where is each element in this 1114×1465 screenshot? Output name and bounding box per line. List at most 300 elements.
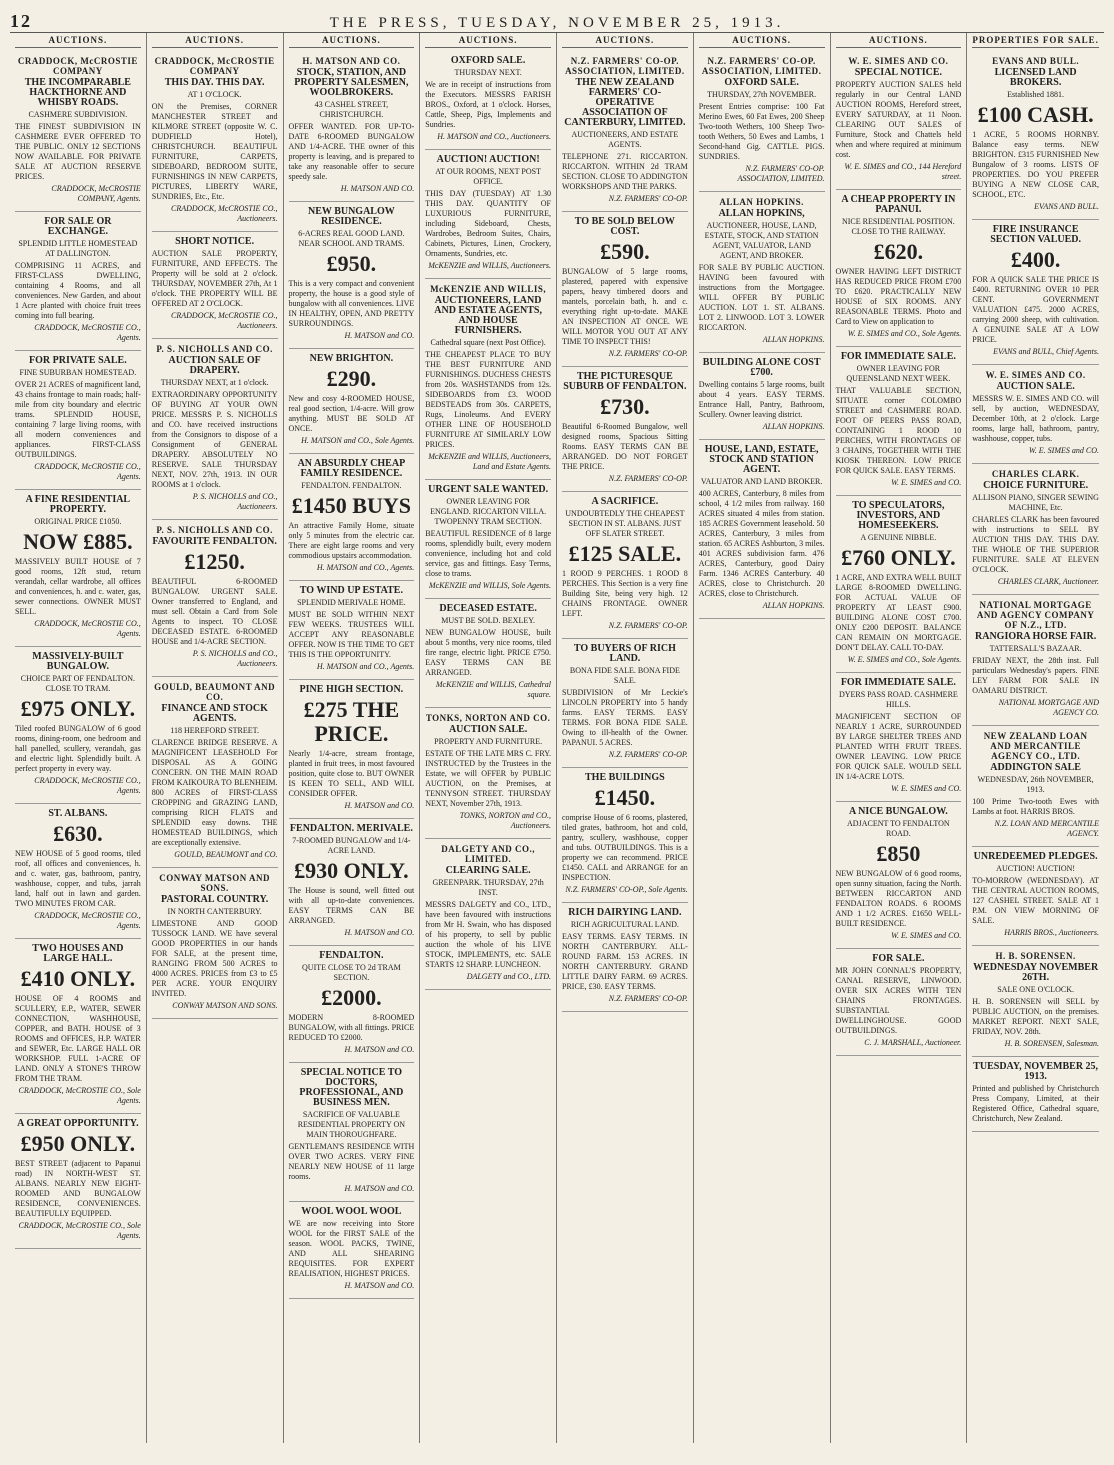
ad-body: 1 ACRE, AND EXTRA WELL BUILT LARGE 8-ROOMED DWELLING. FOR ACTUAL VALUE OF PROPERTY AT LEAST £900. BUILDING ALONE COST £700. ONLY £200 DEPOSIT. BALANCE CAN REMAIN ON MORTGAGE. DON'T DELAY. CALL TO-DAY.	[835, 573, 962, 652]
ad-subheading: THURSDAY NEXT, at 1 o'clock.	[160, 378, 269, 387]
advertisement	[152, 677, 278, 868]
ad-subheading: OWNER LEAVING FOR ENGLAND. RICCARTON VILLA. TWOPENNY TRAM SECTION.	[430, 497, 547, 526]
ad-subheading: SALE ONE O'CLOCK.	[997, 985, 1075, 994]
ad-agent: McKENZIE and WILLIS, Cathedral square.	[435, 680, 551, 699]
ad-body: COMPRISING 11 ACRES, and FIRST-CLASS DWELLING, containing 4 Rooms, and all conveniences. New Garden, and about 1 Acre planted with choice fruit trees coming into full bearing.	[15, 261, 141, 320]
ad-body: Printed and published by Christchurch Press Company, Limited, at their Registered Office, Cathedral square, Christchurch, New Zealand.	[972, 1084, 1099, 1123]
advertisement	[15, 647, 141, 804]
ad-price: £930 ONLY.	[294, 858, 409, 883]
advertiser-name: W. E. SIMES AND CO.	[985, 370, 1086, 380]
ad-headline: AUCTION SALE.	[996, 381, 1075, 392]
masthead	[10, 6, 1104, 33]
ad-body: FRIDAY NEXT, the 28th inst. Full particulars Wednesday's papers. FINE LEY FARM FOR SALE IN OAMARU DISTRICT.	[972, 656, 1099, 695]
ad-headline: TO SPECULATORS, INVESTORS, AND HOMESEEKERS.	[852, 500, 945, 531]
advertisement	[289, 946, 415, 1063]
ad-headline: FIRE INSURANCE SECTION VALUED.	[990, 224, 1082, 245]
ad-headline: TUESDAY, NOVEMBER 25, 1913.	[973, 1061, 1099, 1082]
ad-body: ESTATE OF THE LATE MRS C. FRY. INSTRUCTED by the Trustees in the Estate, we will OFFER by PUBLIC AUCTION, on the Premises, at TENNYSON STREET. THURSDAY NEXT, November 27th, 1913.	[425, 749, 552, 808]
ad-headline: THE PICTURESQUE SUBURB OF FENDALTON.	[563, 371, 687, 392]
ad-price: £590.	[600, 239, 650, 264]
ad-headline: A SACRIFICE.	[591, 496, 659, 507]
ad-agent: CRADDOCK, McCROSTIE CO., Agents.	[34, 323, 141, 342]
ad-body: OWNER HAVING LEFT DISTRICT HAS REDUCED PRICE FROM £700 TO £620. PRACTICALLY NEW HOUSE of SIX ROOMS. ANY REASONABLE TERMS. Photo and Card to View on application to	[835, 267, 962, 326]
ad-price: £975 ONLY.	[20, 696, 136, 721]
column-5	[557, 33, 694, 1443]
ad-body: BEAUTIFUL RESIDENCE of 8 large rooms, splendidly built, every modern convenience, including hot and cold service, gas and fittings. Easy Terms, close to trams.	[425, 529, 551, 578]
ad-agent: N.Z. FARMERS' CO-OP., Sole Agents.	[565, 885, 688, 894]
ad-headline: HOUSE, LAND, ESTATE, STOCK AND STATION AGENT.	[704, 444, 819, 475]
ad-agent: CRADDOCK, McCROSTIE CO., Auctioneers.	[171, 204, 278, 223]
ad-subheading: 6-ACRES REAL GOOD LAND. NEAR SCHOOL AND TRAMS.	[298, 229, 405, 248]
masthead-title: THE PRESS, TUESDAY, NOVEMBER 25, 1913.	[329, 15, 785, 31]
ad-agent: N.Z. FARMERS' CO-OP.	[608, 349, 688, 358]
ad-headline: AUCTION! AUCTION!	[436, 154, 540, 165]
advertisement	[425, 839, 551, 990]
ad-body: Tiled roofed BUNGALOW of 6 good rooms, dining-room, one bedroom and hall panelled, scullery, verandah, gas and electric light. Splendidly built. A perfect property in every way.	[15, 724, 141, 773]
advertiser-name: ALLAN HOPKINS.	[719, 197, 804, 207]
ad-agent: C. J. MARSHALL, Auctioneer.	[864, 1038, 962, 1047]
advertisement	[15, 804, 141, 939]
ad-subheading: VALUATOR AND LAND BROKER.	[700, 477, 823, 486]
advertiser-name: CRADDOCK, McCROSTIE COMPANY	[17, 56, 138, 76]
advertisement	[836, 51, 962, 190]
ad-subheading: CASHMERE SUBDIVISION.	[28, 110, 128, 119]
ad-headline: FAVOURITE FENDALTON.	[152, 536, 277, 547]
ad-agent: P. S. NICHOLLS and CO., Auctioneers.	[192, 492, 278, 511]
ad-price: NOW £885.	[23, 529, 133, 554]
ad-headline: FENDALTON.	[319, 950, 384, 961]
ad-body: MESSRS DALGETY and CO., LTD., have been favoured with instructions from Mr H. Swain, who has disposed of his property, to sell by public auction the whole of his LIVE STOCK, IMPLEMENTS, etc. SALE STARTS 12 SHARP. LUNCHEON.	[425, 900, 551, 969]
ad-price: £400.	[1010, 247, 1061, 272]
ad-headline: PASTORAL COUNTRY.	[160, 894, 269, 905]
ad-body: This is a very compact and convenient property, the house is a good style of bungalow with all conveniences. LIVE IN HEALTHY, OPEN, AND PRETTY SURROUNDINGS.	[288, 279, 415, 328]
ad-agent: W. E. SIMES and CO.	[891, 931, 962, 940]
advertisement	[562, 212, 688, 367]
ad-agent: McKENZIE and WILLIS, Auctioneers, Land and Estate Agents.	[428, 452, 551, 471]
advertisement	[152, 520, 278, 677]
ad-subheading: BONA FIDE SALE. BONA FIDE SALE.	[569, 666, 680, 685]
ad-price: £1450 BUYS	[291, 493, 411, 518]
ad-subheading: ADJACENT TO FENDALTON ROAD.	[847, 819, 950, 838]
advertiser-name: W. E. SIMES AND CO.	[848, 56, 949, 66]
ad-body: MODERN 8-ROOMED BUNGALOW, with all fittings. PRICE REDUCED TO £2000.	[288, 1013, 415, 1042]
ad-body: OVER 21 ACRES of magnificent land, 43 chains frontage to main roads; half-mile from city boundary and electric trams. SPLENDID HOUSE, containing 7 large living rooms, with all modern conveniences and appliances. FIRST-CLASS OUTBUILDINGS.	[15, 380, 141, 459]
ad-body: An attractive Family Home, situate only 5 minutes from the electric car. There are eight large rooms and very commodious upstairs accommodation.	[288, 521, 415, 560]
advertisement	[562, 639, 688, 768]
column-heading: AUCTIONS.	[15, 35, 141, 48]
ad-headline: THE NEW ZEALAND FARMERS' CO-OPERATIVE ASSOCIATION OF CANTERBURY, LIMITED.	[564, 77, 686, 128]
ad-price: £290.	[326, 366, 377, 391]
ad-headline: CHOICE FURNITURE.	[983, 480, 1089, 491]
ad-headline: ALLAN HOPKINS,	[718, 208, 805, 219]
ad-body: FOR SALE BY PUBLIC AUCTION. HAVING been favoured with instructions from the Mortgagee. WILL OFFER BY PUBLIC AUCTION. LOT 1. ST. ALBANS. LOT 2. LINWOOD. LOT 3. LOWER RICCARTON.	[698, 263, 825, 332]
ad-body: GENTLEMAN'S RESIDENCE WITH OVER TWO ACRES. VERY FINE NEARLY NEW HOUSE of 11 large rooms.	[288, 1142, 415, 1181]
ad-agent: W. E. SIMES and CO., Sole Agents.	[847, 329, 962, 338]
advertisement	[289, 581, 415, 680]
ad-headline: NEW BUNGALOW RESIDENCE.	[307, 206, 395, 227]
ad-subheading: AT OUR ROOMS, NEXT POST OFFICE.	[435, 167, 541, 186]
column-heading: AUCTIONS.	[289, 35, 415, 48]
advertisement	[425, 150, 551, 279]
ad-headline: DECEASED ESTATE.	[439, 603, 537, 614]
advertisement	[972, 220, 1099, 365]
ad-agent: CONWAY MATSON AND SONS.	[172, 1001, 278, 1010]
ad-headline: AN ABSURDLY CHEAP FAMILY RESIDENCE.	[297, 458, 406, 479]
column-heading: AUCTIONS.	[152, 35, 278, 48]
column-heading: AUCTIONS.	[699, 35, 825, 48]
ad-agent: H. MATSON and CO., Auctioneers.	[437, 132, 551, 141]
advertisement	[15, 939, 141, 1114]
advertiser-name: H. MATSON AND CO.	[302, 56, 401, 66]
column-6	[694, 33, 831, 1443]
column-heading: AUCTIONS.	[836, 35, 962, 48]
ad-headline: TWO HOUSES AND LARGE HALL.	[32, 943, 124, 964]
ad-price: £950 ONLY.	[20, 1131, 136, 1156]
advertisement	[836, 190, 962, 347]
ad-subheading: GREENPARK. THURSDAY, 27th INST.	[432, 878, 544, 897]
advertiser-name: CONWAY MATSON AND SONS.	[159, 873, 270, 893]
ad-headline: CLEARING SALE.	[445, 865, 531, 876]
advertisement	[15, 490, 141, 647]
ad-subheading: A GENUINE NIBBLE.	[860, 533, 937, 542]
ad-headline: MASSIVELY-BUILT BUNGALOW.	[32, 651, 124, 672]
ad-agent: CRADDOCK, McCROSTIE CO., Sole Agents.	[18, 1221, 141, 1240]
ad-price: £630.	[53, 821, 103, 846]
advertisement	[425, 279, 551, 480]
ad-headline: AUCTIONEERS, LAND AND ESTATE AGENTS, AND HOUSE FURNISHERS.	[434, 295, 542, 336]
ad-body: MUST BE SOLD WITHIN NEXT FEW WEEKS. TRUSTEES WILL ACCEPT ANY REASONABLE OFFER. NOW IS THE TIME TO GET THIS IS THE OPPORTUNITY.	[288, 610, 415, 659]
ad-body: THE CHEAPEST PLACE TO BUY THE BEST FURNITURE AND FURNISHINGS. DUCHESS CHESTS from 20s. WASHSTANDS from 12s. SIDEBOARDS from £3. WOOD BEDSTEADS from 30s. CARPETS, Rugs, Linoleums. And EVERY OTHER LINE OF HOUSEHOLD FURNITURE AT SIMILARLY LOW PRICES.	[425, 350, 551, 449]
advertisement	[289, 349, 415, 454]
ad-agent: CRADDOCK, McCROSTIE CO., Agents.	[34, 619, 141, 638]
ad-headline: AUCTION SALE.	[448, 724, 528, 735]
ad-price: £730.	[600, 394, 650, 419]
ad-headline: A GREAT OPPORTUNITY.	[17, 1118, 139, 1129]
advertisement	[836, 949, 962, 1056]
ad-agent: W. E. SIMES and CO.	[891, 784, 962, 793]
ad-agent: CRADDOCK, McCROSTIE CO., Agents.	[34, 776, 141, 795]
ad-agent: H. MATSON and CO.	[344, 1045, 415, 1054]
ad-agent: EVANS and BULL, Chief Agents.	[993, 347, 1099, 356]
advertisement	[562, 768, 688, 903]
advertisement	[699, 440, 825, 619]
ad-headline: OXFORD SALE.	[724, 77, 799, 88]
ad-headline: WEDNESDAY NOVEMBER 26TH.	[973, 962, 1099, 983]
advertisement	[972, 1057, 1099, 1132]
ad-price: £1450.	[594, 785, 656, 810]
ad-agent: CRADDOCK, McCROSTIE CO., Agents.	[34, 462, 141, 481]
advertisement	[972, 365, 1099, 464]
ad-headline: ST. ALBANS.	[48, 808, 108, 819]
ad-headline: SHORT NOTICE.	[175, 236, 255, 247]
ad-subheading: CHOICE PART OF FENDALTON. CLOSE TO TRAM.	[20, 674, 135, 693]
ad-headline: OXFORD SALE.	[450, 55, 526, 66]
advertiser-name: N.Z. FARMERS' CO-OP. ASSOCIATION, LIMITED.	[565, 56, 685, 76]
column-2	[147, 33, 284, 1443]
ad-subheading: SACRIFICE OF VALUABLE RESIDENTIAL PROPERTY ON MAIN THOROUGHFARE.	[297, 1110, 406, 1139]
ad-headline: A FINE RESIDENTIAL PROPERTY.	[25, 494, 131, 515]
ad-agent: H. MATSON and CO.	[344, 928, 415, 937]
ad-price: £950.	[326, 251, 377, 276]
advertisement	[289, 680, 415, 819]
ad-body: LIMESTONE AND GOOD TUSSOCK LAND. WE have several GOOD PROPERTIES in our hands FOR SALE, at the present time, RANGING FROM 500 ACRES to 4000 ACRES. PRICES from £3 to £5 PER ACRE. YOUR ENQUIRY INVITED.	[151, 919, 278, 998]
ad-subheading: 7-ROOMED BUNGALOW and 1/4-ACRE LAND.	[292, 836, 411, 855]
advertiser-name: GOULD, BEAUMONT AND CO.	[154, 682, 276, 702]
ad-agent: EVANS AND BULL.	[1034, 202, 1099, 211]
advertisement	[836, 347, 962, 496]
advertisement	[972, 464, 1099, 595]
ad-headline: TO BUYERS OF RICH LAND.	[573, 643, 676, 664]
ad-price: £100 CASH.	[977, 102, 1094, 127]
ad-agent: W. E. SIMES and CO., Sole Agents.	[847, 655, 962, 664]
advertisement	[289, 1063, 415, 1202]
advertisement	[972, 595, 1099, 726]
ad-headline: LICENSED LAND BROKERS.	[994, 67, 1077, 88]
ad-agent: H. MATSON and CO.	[344, 1281, 415, 1290]
advertisement	[836, 673, 962, 802]
advertiser-name: P. S. NICHOLLS AND CO.	[156, 344, 273, 354]
ad-body: MESSRS W. E. SIMES AND CO. will sell, by auction, WEDNESDAY, December 10th, at 2 o'clock. Large rooms, large hall, bathroom, pantry, washhouse, copper, tubs.	[972, 394, 1099, 443]
ad-headline: A CHEAP PROPERTY IN PAPANUI.	[841, 194, 956, 215]
ad-subheading: OWNER LEAVING FOR QUEENSLAND NEXT WEEK.	[846, 364, 951, 383]
ad-body: TELEPHONE 271. RICCARTON. RICCARTON. WITHIN 2d TRAM SECTION. CLOSE TO ADDINGTON WORKSHOPS AND THE PARKS.	[562, 152, 688, 191]
advertisement	[289, 454, 415, 581]
ad-headline: SPECIAL NOTICE.	[854, 67, 942, 78]
columns	[10, 33, 1104, 1443]
ad-price: £2000.	[321, 985, 382, 1010]
ad-body: 100 Prime Two-tooth Ewes with Lambs at foot. HARRIS BROS.	[972, 797, 1099, 816]
ad-subheading: SPLENDID MERIVALE HOME.	[297, 598, 406, 607]
ad-subheading: Cathedral square (next Post Office).	[430, 338, 546, 347]
ad-body: AUCTION SALE PROPERTY, FURNITURE, AND EFFECTS. The Property will be sold at 2 o'clock. THURSDAY, NOVEMBER 27th, At 1 o'clock. THE PROPERTY WILL BE OFFERED AT 2 O'CLOCK.	[151, 249, 278, 308]
ad-agent: ALLAN HOPKINS.	[762, 422, 825, 431]
advertiser-name: CRADDOCK, McCROSTIE COMPANY	[154, 56, 275, 76]
advertisement	[289, 1202, 415, 1299]
ad-headline: BUILDING ALONE COST £700.	[702, 357, 821, 378]
ad-body: EASY TERMS. EASY TERMS. IN NORTH CANTERBURY. ALL-ROUND FARM. 153 ACRES. IN NORTH CANTERBURY. GRAND LITTLE DAIRY FARM. 69 ACRES. PRICE, £30. EASY TERMS.	[562, 932, 688, 991]
advertisement	[152, 868, 278, 1019]
ad-subheading: SPLENDID LITTLE HOMESTEAD AT DALLINGTON.	[18, 239, 138, 258]
advertisement	[152, 51, 278, 232]
advertiser-name: P. S. NICHOLLS AND CO.	[156, 525, 273, 535]
ad-body: We are in receipt of instructions from the Executors. MESSRS FARISH BROS., Oxford, at 1 o'clock. Horses, Cattle, Sheep, Pigs, Implements and Sundries.	[425, 80, 551, 129]
ad-agent: N.Z. FARMERS' CO-OP.	[608, 194, 688, 203]
ad-agent: NATIONAL MORTGAGE AND AGENCY CO.	[998, 698, 1099, 717]
ad-body: NEW HOUSE of 5 good rooms, tiled roof, all offices and conveniences, h. and c. water, gas, bathroom, pantry, washhouse, copper, and tubs, jarrah land, half out in lawn and garden. TWO MINUTES FROM CAR.	[15, 849, 141, 908]
ad-body: MR JOHN CONNAL'S PROPERTY, CANAL RESERVE, LINWOOD. OVER SIX ACRES WITH TEN CHAINS FRONTAGES. SUBSTANTIAL DWELLINGHOUSE. GOOD OUTBUILDINGS.	[835, 966, 962, 1035]
ad-body: BUNGALOW of 5 large rooms, plastered, papered with expensive papers, heavy timbered doors and mantels, porcelain bath, h. and c. everything right up-to-date. MAKE AN INSPECTION AT ONCE. WE WILL MOTOR YOU OUT AT ANY TIME TO INSPECT THIS!	[562, 267, 688, 346]
ad-body: CLARENCE BRIDGE RESERVE. A MAGNIFICENT LEASEHOLD For DISPOSAL AS A GOING CONCERN. ON THE MAIN ROAD FROM KAIKOURA TO BLENHEIM. 800 ACRES of FIRST-CLASS CROPPING and GRAZING LAND, comprising RICH FLATS and SPLENDID easy downs. THE HOMESTEAD BUILDINGS, which are exceptionally extensive.	[151, 738, 278, 847]
advertisement	[425, 708, 551, 839]
ad-subheading: UNDOUBTEDLY THE CHEAPEST SECTION IN ST. ALBANS. JUST OFF SLATER STREET.	[565, 509, 685, 538]
advertisement	[425, 51, 551, 150]
ad-subheading: RICH AGRICULTURAL LAND.	[570, 920, 679, 929]
ad-agent: CRADDOCK, McCROSTIE CO., Auctioneers.	[171, 311, 278, 330]
advertisement	[699, 353, 825, 440]
ad-agent: H. B. SORENSEN, Salesman.	[1004, 1039, 1099, 1048]
ad-agent: CHARLES CLARK, Auctioneer.	[997, 577, 1099, 586]
ad-headline: AUCTION SALE OF DRAPERY.	[168, 355, 261, 376]
ad-body: MAGNIFICENT SECTION OF NEARLY 1 ACRE, SURROUNDED BY LARGE SHELTER TREES AND PLANTED WITH FRUIT TREES. OWNER LEAVING. LOW PRICE FOR QUICK SALE. WOULD SELL IN 1/4-ACRE LOTS.	[835, 712, 962, 781]
ad-price: £410 ONLY.	[20, 966, 136, 991]
ad-agent: CRADDOCK, McCROSTIE CO., Sole Agents.	[18, 1086, 141, 1105]
ad-agent: H. MATSON and CO.	[344, 331, 415, 340]
column-1	[10, 33, 147, 1443]
ad-body: The House is sound, well fitted out with all up-to-date conveniences. EASY TERMS CAN BE ARRANGED.	[288, 886, 415, 925]
advertiser-name: NATIONAL MORTGAGE AND AGENCY COMPANY OF N.Z., LTD.	[976, 600, 1095, 630]
advertisement	[972, 847, 1099, 946]
ad-subheading: ALLISON PIANO, SINGER SEWING MACHINE, Etc.	[972, 493, 1099, 512]
ad-body: HOUSE OF 4 ROOMS and SCULLERY, E.P., WATER, SEWER CONNECTION, WASHHOUSE, COPPER, and BATH. HOUSE of 3 ROOMS and OFFICES, H.P. WATER and SEWER, Etc. LARGE HALL OR WORKSHOP. FULL 1-ACRE OF LAND. ONLY A STONE'S THROW FROM THE TRAM.	[15, 994, 141, 1083]
ad-subheading: QUITE CLOSE TO 2d TRAM SECTION.	[302, 963, 401, 982]
ad-headline: RICH DAIRYING LAND.	[568, 907, 682, 918]
ad-body: EXTRAORDINARY OPPORTUNITY OF BUYING AT YOUR OWN PRICE. MESSRS P. S. NICHOLLS and CO. have received instructions from the Consignors to dispose of a Consignment of GENERAL DRAPERY. ABSOLUTELY NO RESERVE. SALE THURSDAY NEXT, NOV. 27th, 1913. IN OUR ROOMS at 1 o'clock.	[151, 390, 278, 489]
ad-agent: H. MATSON and CO., Agents.	[316, 662, 415, 671]
advertisement	[562, 51, 688, 212]
advertisement	[152, 232, 278, 339]
advertisement	[699, 192, 825, 353]
advertisement	[289, 51, 415, 202]
ad-headline: PINE HIGH SECTION.	[299, 684, 404, 695]
column-8	[967, 33, 1104, 1443]
ad-price: £760 ONLY.	[841, 545, 956, 570]
ad-agent: ALLAN HOPKINS.	[762, 335, 825, 344]
ad-headline: THE INCOMPARABLE HACKTHORNE AND WHISBY ROADS.	[24, 77, 131, 108]
ad-headline: UNREDEEMED PLEDGES.	[973, 851, 1098, 862]
ad-body: WE are now receiving into Store WOOL for the FIRST SALE of the season. WOOL PACKS, TWINE, AND ALL SHEARING REQUISITES. FOR EXPERT REALISATION, HIGHEST PRICES.	[288, 1219, 415, 1278]
advertiser-name: EVANS AND BULL.	[992, 56, 1080, 66]
ad-subheading: FINE SUBURBAN HOMESTEAD.	[19, 368, 137, 377]
advertisement	[836, 496, 962, 673]
ad-body: ON the Premises, CORNER MANCHESTER STREET and KILMORE STREET (opposite W. C. DUDFIELD Hotel), CHRISTCHURCH. BEAUTIFUL FURNITURE, CARPETS, SIDEBOARD, BEDROOM SUITE, FURNISHINGS IN NEW CARPETS, PICTURES, LIBERTY WARE, SUNDRIES, Etc., Etc.	[151, 102, 278, 201]
advertisement	[699, 51, 825, 192]
ad-body: NEW BUNGALOW of 6 good rooms, open sunny situation, facing the North. BETWEEN RICCARTON AND FENDALTON ROADS. 6 ROOMS AND 1 1/2 ACRES. £1650 WELL-BUILT RESIDENCE.	[835, 869, 962, 928]
ad-agent: H. MATSON and CO.	[344, 1184, 415, 1193]
ad-body: THE FINEST SUBDIVISION IN CASHMERE EVER OFFERED TO THE PUBLIC. ONLY 12 SECTIONS NOW AVAILABLE. FOR PRIVATE SALE AT AUCTION RESERVE PRICES.	[15, 122, 141, 181]
ad-body: OFFER WANTED. FOR UP-TO-DATE 6-ROOMED BUNGALOW AND 1/4-ACRE. THE owner of this property is leaving, and is prepared to take any reasonable offer to secure speedy sale.	[288, 122, 415, 181]
advertisement	[836, 802, 962, 949]
ad-agent: CRADDOCK, McCROSTIE CO., Agents.	[34, 911, 141, 930]
ad-price: £1250.	[184, 549, 245, 574]
ad-agent: HARRIS BROS., Auctioneers.	[1004, 928, 1099, 937]
advertiser-name: TONKS, NORTON AND CO.	[425, 713, 551, 723]
advertisement	[425, 599, 551, 708]
ad-headline: FINANCE AND STOCK AGENTS.	[161, 703, 268, 724]
ad-headline: WOOL WOOL WOOL	[301, 1206, 402, 1217]
column-3	[284, 33, 421, 1443]
ad-agent: N.Z. FARMERS' CO-OP.	[608, 994, 688, 1003]
ad-body: NEW BUNGALOW HOUSE, built about 5 months, very nice rooms, tiled fire range, electric light. PRICE £750. EASY TERMS CAN BE ARRANGED.	[425, 628, 551, 677]
ad-headline: THIS DAY. THIS DAY.	[164, 77, 265, 88]
advertisement	[972, 726, 1099, 847]
ad-headline: FENDALTON. MERIVALE.	[289, 823, 413, 834]
ad-body: H. B. SORENSEN will SELL by PUBLIC AUCTION, on the premises. MARKET REPORT. NEXT SALE, FRIDAY, NOV. 28th.	[972, 997, 1099, 1036]
ad-agent: N.Z. FARMERS' CO-OP. ASSOCIATION, LIMITED.	[737, 164, 825, 183]
ad-subheading: ORIGINAL PRICE £1050.	[34, 517, 122, 526]
column-heading: AUCTIONS.	[562, 35, 688, 48]
ad-body: FOR A QUICK SALE THE PRICE IS £400. RETURNING OVER 10 PER CENT. GOVERNMENT VALUATION £475. 2000 ACRES, carrying 2000 sheep, with cultivation. A GENUINE SALE AT A LOW PRICE.	[972, 275, 1099, 344]
advertisement	[289, 819, 415, 946]
ad-body: THIS DAY (TUESDAY) AT 1.30 THIS DAY. QUANTITY OF LUXURIOUS FURNITURE, including Sideboard, Chests, Wardrobes, Bedroom Suites, Chairs, Cabinets, Pictures, Linen, Crockery, Ornaments, Sundries, etc.	[425, 189, 551, 258]
ad-subheading: Established 1881.	[1007, 90, 1065, 99]
ad-agent: H. MATSON and CO.	[344, 801, 415, 810]
advertisement	[152, 339, 278, 520]
ad-agent: McKENZIE and WILLIS, Sole Agents.	[428, 581, 551, 590]
ad-body: SUBDIVISION of Mr Leckie's LINCOLN PROPERTY into 5 handy farms. EASY TERMS. EASY TERMS. FOR BONA FIDE SALE. Owing to ill-health of the Owner. PAPANUI. 5 ACRES.	[562, 688, 688, 747]
ad-body: Dwelling contains 5 large rooms, built about 4 years. EASY TERMS. Entrance Hall, Pantry, Bathroom, Scullery. Owner leaving district.	[698, 380, 825, 419]
ad-subheading: AUCTIONEERS, AND ESTATE AGENTS.	[571, 130, 679, 149]
ad-subheading: PROPERTY AND FURNITURE.	[434, 737, 543, 746]
ad-subheading: AT 1 O'CLOCK.	[187, 90, 242, 99]
ad-body: CHARLES CLARK has been favoured with instructions to SELL BY AUCTION THIS DAY. THIS DAY. THE WHOLE OF THE SUPERIOR FURNITURE. SALE AT ELEVEN O'CLOCK.	[972, 515, 1099, 574]
ad-subheading: TATTERSALL'S BAZAAR.	[989, 644, 1082, 653]
ad-headline: URGENT SALE WANTED.	[428, 484, 549, 495]
ad-headline: FOR IMMEDIATE SALE.	[840, 351, 956, 362]
ad-price: £125 SALE.	[568, 541, 682, 566]
ad-headline: TO BE SOLD BELOW COST.	[574, 216, 675, 237]
ad-body: New and cosy 4-ROOMED HOUSE, real good section, 1/4-acre. Will grow anything. MUST BE SOLD AT ONCE.	[288, 394, 415, 433]
page-number: 12	[10, 11, 32, 31]
advertiser-name: H. B. SORENSEN.	[995, 951, 1076, 961]
ad-headline: ADDINGTON SALE	[990, 762, 1081, 773]
ad-body: TO-MORROW (WEDNESDAY). AT THE CENTRAL AUCTION ROOMS, 127 CASHEL STREET. SALE AT 1 P.M. ON VIEW MORNING OF SALE.	[972, 876, 1099, 925]
advertisement	[425, 480, 551, 599]
ad-agent: W. E. SIMES and CO.	[891, 478, 962, 487]
ad-price: £850	[876, 841, 921, 866]
advertisement	[972, 946, 1099, 1057]
ad-headline: FOR PRIVATE SALE.	[29, 355, 127, 366]
ad-subheading: MUST BE SOLD. BEXLEY.	[441, 616, 535, 625]
ad-agent: H. MATSON and CO., Agents.	[316, 563, 415, 572]
ad-agent: N.Z. FARMERS' CO-OP.	[608, 621, 688, 630]
ad-headline: THE BUILDINGS	[585, 772, 665, 783]
advertiser-name: N.Z. FARMERS' CO-OP. ASSOCIATION, LIMITED.	[701, 56, 822, 76]
ad-subheading: IN NORTH CANTERBURY.	[167, 907, 262, 916]
ad-headline: FOR SALE.	[872, 953, 925, 964]
ad-headline: A NICE BUNGALOW.	[848, 806, 948, 817]
ad-headline: SPECIAL NOTICE TO DOCTORS, PROFESSIONAL, AND BUSINESS MEN.	[299, 1067, 404, 1108]
ad-headline: RANGIORA HORSE FAIR.	[975, 631, 1097, 642]
advertisement	[562, 903, 688, 1012]
ad-subheading: 43 CASHEL STREET, CHRISTCHURCH.	[314, 100, 389, 119]
advertisement	[562, 367, 688, 492]
ad-agent: CRADDOCK, McCROSTIE COMPANY, Agents.	[51, 184, 141, 203]
ad-body: PROPERTY AUCTION SALES held regularly in our Central LAND AUCTION ROOMS, Hereford street, EVERY SATURDAY, at 11 Noon. CLEARING OUT SALES of Furniture, Stock and Chattels held when and where required at minimum cost.	[835, 80, 962, 159]
ad-subheading: 118 HEREFORD STREET.	[170, 726, 259, 735]
advertisement	[15, 212, 141, 351]
ad-agent: GOULD, BEAUMONT and CO.	[174, 850, 278, 859]
ad-headline: TO WIND UP ESTATE.	[299, 585, 403, 596]
ad-price: £620.	[873, 239, 924, 264]
ad-body: 1 ROOD 9 PERCHES. 1 ROOD 8 PERCHES. This Section is a very fine Building Site, being very high. 12 CHAINS FRONTAGE. OWNER LEFT.	[562, 569, 688, 618]
ad-subheading: AUCTION! AUCTION!	[996, 864, 1076, 873]
column-7	[831, 33, 968, 1443]
advertisement	[972, 51, 1099, 220]
column-heading: AUCTIONS.	[425, 35, 551, 48]
ad-body: comprise House of 6 rooms, plastered, tiled grates, bathroom, hot and cold, pantry, scullery, washhouse, copper and tubs. OUTBUILDINGS. This is a property we can recommend. PRICE £1450. CALL and ARRANGE for an INSPECTION.	[562, 813, 688, 882]
ad-price: £275 THE PRICE.	[303, 697, 400, 746]
ad-headline: FOR SALE OR EXCHANGE.	[44, 216, 112, 237]
ad-subheading: FENDALTON. FENDALTON.	[301, 481, 402, 490]
ad-body: Beautiful 6-Roomed Bungalow, well designed rooms, Spacious Sitting Rooms. EASY TERMS CAN BE ARRANGED. DO NOT FORGET THE PRICE.	[562, 422, 688, 471]
advertisement	[562, 492, 688, 639]
ad-body: THAT VALUABLE SECTION, SITUATE corner COLOMBO STREET and CASHMERE ROAD. FOOT OF PEERS PASS ROAD, CONTAINING 1 ROOD 10 PERCHES, WITH FRONTAGES OF 3 CHAINS, TOGETHER WITH THE KIOSK THEREON. LOW PRICE FOR QUICK SALE. EASY TERMS.	[835, 386, 962, 475]
ad-body: 400 ACRES, Canterbury, 8 miles from school, 4 1/2 miles from railway. 160 ACRES situated 4 miles from station. 185 ACRES Government leasehold. 50 ACRES, Canterbury, 3 miles from station. 65 ACRES Ashburton, 3 miles. 401 ACRES subdivision farm. 476 ACRES, Canterbury, good Dairy Farm. 1346 ACRES Canterbury. 40 ACRES, close to Christchurch. 20 ACRES, close to Christchurch.	[698, 489, 825, 598]
ad-agent: N.Z. LOAN AND MERCANTILE AGENCY.	[994, 819, 1099, 838]
ad-agent: McKENZIE and WILLIS, Auctioneers.	[428, 261, 551, 270]
ad-agent: DALGETY and CO., LTD.	[466, 972, 551, 981]
ad-agent: W. E. SIMES and CO., 144 Hereford street.	[844, 162, 962, 181]
